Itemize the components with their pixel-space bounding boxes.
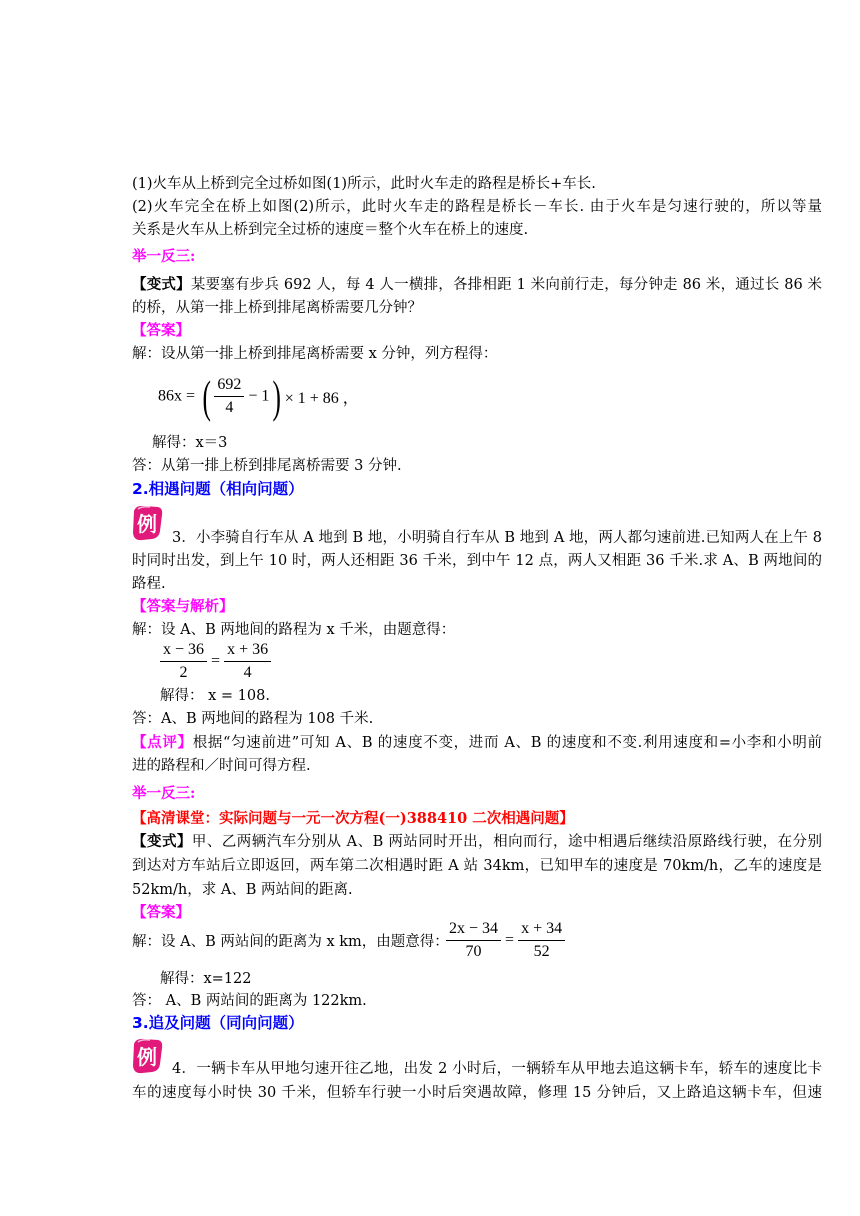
example-4-line-2: 车的速度每小时快 30 千米，但轿车行驶一小时后突遇故障，修理 15 分钟后，又上路追这辆卡车，但速 (132, 1085, 822, 1101)
fraction-numerator: x − 36 (160, 639, 207, 662)
solution-line: 解：设从第一排上桥到排尾离桥需要 x 分钟，列方程得： (132, 346, 498, 362)
result-line: 解得：x＝3 (152, 435, 228, 451)
answer-analysis-tag: 【答案与解析】 (132, 598, 234, 615)
result-line-2: 解得： x = 108. (160, 688, 270, 704)
section-heading-meeting: 2.相遇问题（相向问题） (132, 480, 304, 498)
example-badge-icon (130, 503, 164, 543)
equation-2 (160, 639, 271, 684)
variant-problem-text: 某要塞有步兵 692 人，每 4 人一横排，各排相距 1 米向前行走，每分钟走 86 米，通过长 86 米 (190, 277, 822, 293)
variant-2-line-3: 52km/h，求 A、B 两站间的距离. (132, 882, 353, 898)
equation-tail: × 1 + 86 ， (284, 390, 359, 407)
section-heading-chase: 3.追及问题（同向问题） (132, 1014, 304, 1032)
variant-2-line-2: 到达对方车站后立即返回，两车第二次相遇时距 A 站 34km，已知甲车的速度是 70km/h，乙车的速度是 (132, 858, 822, 874)
equation-1 (158, 370, 359, 423)
fraction-numerator: 2x − 34 (446, 918, 501, 941)
fraction-left (446, 918, 501, 963)
intro-line-1: (1)火车从上桥到完全过桥如图(1)所示，此时火车走的路程是桥长+车长. (132, 176, 596, 192)
comment-line-2: 进的路程和／时间可得方程. (132, 758, 311, 774)
solution-line-2: 解：设 A、B 两地间的路程为 x 千米，由题意得： (132, 622, 456, 638)
fraction-numerator: 692 (214, 374, 244, 397)
practice-label: 举一反三: (132, 248, 196, 265)
fraction-denominator: 4 (225, 399, 234, 416)
conclusion-line: 答：从第一排上桥到排尾离桥需要 3 分钟. (132, 458, 402, 474)
course-link[interactable]: 【高清课堂：实际问题与一元一次方程(一)388410 二次相遇问题】 (132, 810, 574, 827)
comment-tag: 【点评】 (132, 734, 193, 751)
equals-sign: = (505, 931, 515, 949)
answer-tag-2: 【答案】 (132, 904, 190, 921)
fraction-right (224, 639, 271, 684)
right-paren: ) (272, 371, 282, 422)
example-3-line-3: 路程. (132, 576, 166, 592)
example-4-line-1: 4．一辆卡车从甲地匀速开往乙地，出发 2 小时后，一辆轿车从甲地去追这辆卡车，轿车的速度比卡 (172, 1061, 822, 1077)
practice-label-2: 举一反三: (132, 785, 196, 802)
svg-text:例: 例 (137, 512, 157, 536)
fraction-692-4 (214, 374, 244, 419)
fraction-denominator: 52 (533, 943, 550, 960)
example-3-line-1: 3．小李骑自行车从 A 地到 B 地，小明骑自行车从 B 地到 A 地，两人都匀速前进.已知两人在上午 8 (172, 530, 822, 546)
comment-text: 根据“匀速前进”可知 A、B 的速度不变，进而 A、B 的速度和不变.利用速度和=小李和小明前 (192, 735, 822, 751)
fraction-right (518, 918, 565, 963)
conclusion-line-2: 答：A、B 两地间的路程为 108 千米. (132, 711, 374, 727)
variant-problem-line-2: 的桥，从第一排上桥到排尾离桥需要几分钟？ (132, 300, 422, 316)
fraction-denominator: 2 (179, 664, 188, 681)
comment-line-1 (132, 733, 822, 753)
variant-problem-line-1 (132, 275, 822, 295)
intro-line-2: (2)火车完全在桥上如图(2)所示，此时火车走的路程是桥长－车长. 由于火车是匀速行驶的，所以等量 (132, 199, 822, 215)
equation-minus-one: − 1 (248, 387, 270, 405)
fraction-denominator: 70 (465, 943, 482, 960)
answer-tag: 【答案】 (132, 322, 190, 339)
example-3-line-2: 时同时出发，到上午 10 时，两人还相距 36 千米，到中午 12 点，两人又相距 36 千米.求 A、B 两地间的 (132, 553, 822, 569)
equation-3 (446, 918, 565, 963)
variant-problem-text: 甲、乙两辆汽车分别从 A、B 两站同时开出，相向而行，途中相遇后继续沿原路线行驶，在分别 (191, 834, 823, 850)
variant-tag: 【变式】 (132, 833, 192, 850)
left-paren: ( (202, 371, 211, 422)
equation-lhs: 86x = (158, 387, 196, 405)
intro-line-3: 关系是火车从上桥到完全过桥的速度＝整个火车在桥上的速度. (132, 222, 529, 238)
solution-line-3: 解：设 A、B 两站间的距离为 x km，由题意得： (132, 934, 449, 950)
variant-2-line-1 (132, 832, 822, 852)
fraction-numerator: x + 34 (518, 918, 565, 941)
example-badge-icon (130, 1036, 164, 1076)
fraction-numerator: x + 36 (224, 639, 271, 662)
fraction-denominator: 4 (243, 664, 252, 681)
variant-tag: 【变式】 (132, 276, 191, 293)
svg-text:例: 例 (137, 1045, 157, 1069)
equals-sign: = (211, 652, 221, 670)
fraction-left (160, 639, 207, 684)
conclusion-line-3: 答： A、B 两站间的距离为 122km. (132, 993, 367, 1009)
result-line-3: 解得：x=122 (160, 971, 252, 987)
